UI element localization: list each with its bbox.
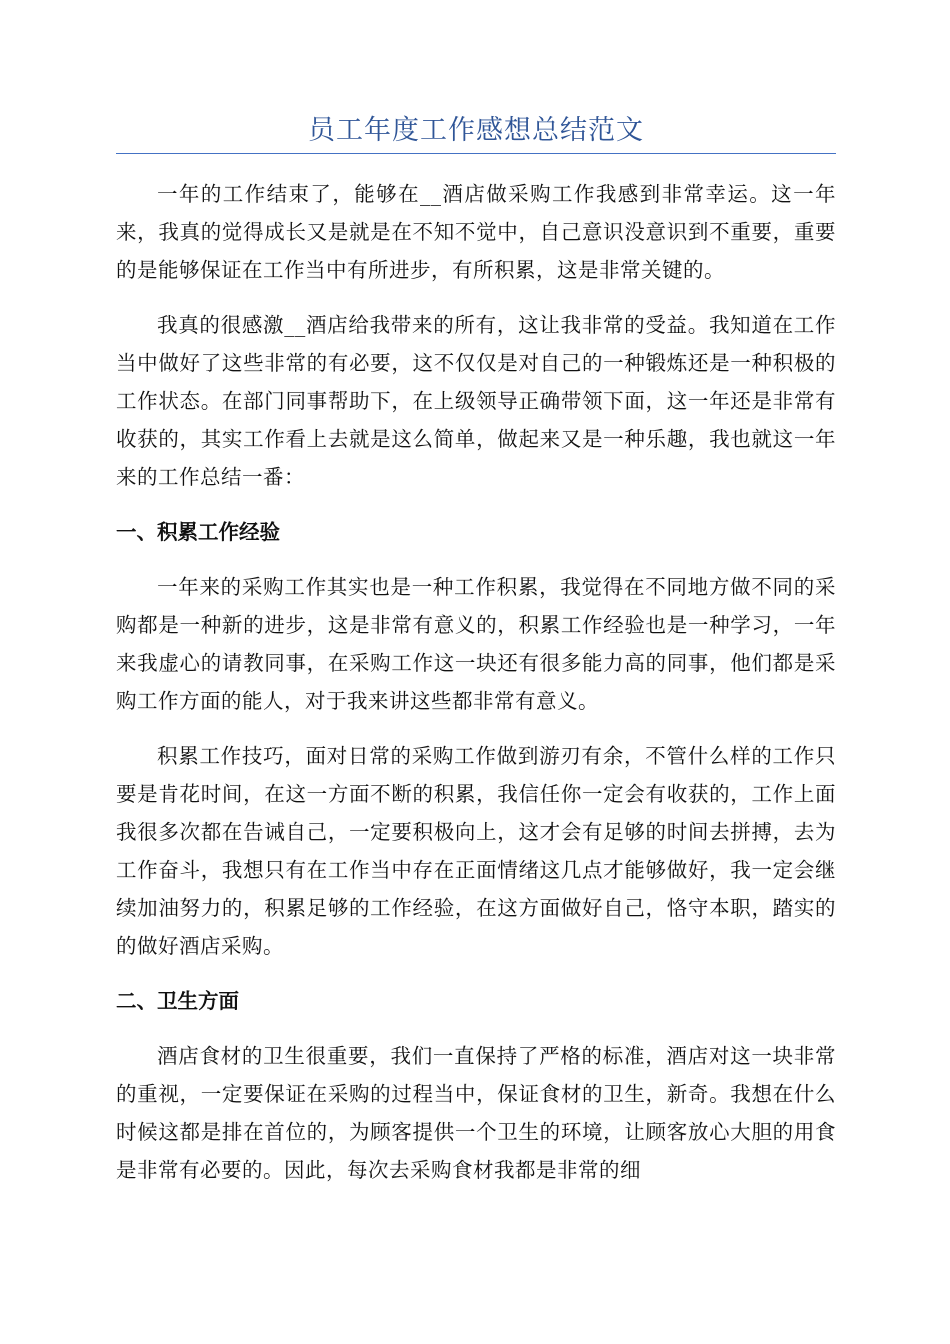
- paragraph-intro: 一年的工作结束了，能够在__酒店做采购工作我感到非常幸运。这一年来，我真的觉得成长又是就是在不知不觉中，自己意识没意识到不重要，重要的是能够保证在工作当中有所进步，有所积累，这是非常关键的。: [116, 182, 836, 282]
- document-title: 员工年度工作感想总结范文: [308, 115, 644, 146]
- paragraph-gratitude: 我真的很感激__酒店给我带来的所有，这让我非常的受益。我知道在工作当中做好了这些非常的有必要，这不仅仅是对自己的一种锻炼还是一种积极的工作状态。在部门同事帮助下，在上级领导正确带领下面，这一年还是非常有收获的，其实工作看上去就是这么简单，做起来又是一种乐趣，我也就这一年来的工作总结一番：: [116, 313, 836, 489]
- section-heading-hygiene: 二、卫生方面: [116, 989, 239, 1013]
- title-underline: [116, 153, 836, 154]
- document-page: [116, 0, 836, 1189]
- paragraph-skills: 积累工作技巧，面对日常的采购工作做到游刃有余，不管什么样的工作只要是肯花时间，在这一方面不断的积累，我信任你一定会有收获的，工作上面我很多次都在告诫自己，一定要积极向上，这才会有足够的时间去拼搏，去为工作奋斗，我想只有在工作当中存在正面情绪这几点才能够做好，我一定会继续加油努力的，积累足够的工作经验，在这方面做好自己，恪守本职，踏实的的做好酒店采购。: [116, 744, 836, 958]
- paragraph-experience: 一年来的采购工作其实也是一种工作积累，我觉得在不同地方做不同的采购都是一种新的进步，这是非常有意义的，积累工作经验也是一种学习，一年来我虚心的请教同事，在采购工作这一块还有很多能力高的同事，他们都是采购工作方面的能人，对于我来讲这些都非常有意义。: [116, 575, 836, 713]
- paragraph-hygiene: 酒店食材的卫生很重要，我们一直保持了严格的标准，酒店对这一块非常的重视，一定要保证在采购的过程当中，保证食材的卫生，新奇。我想在什么时候这都是排在首位的，为顾客提供一个卫生的环境，让顾客放心大胆的用食是非常有必要的。因此，每次去采购食材我都是非常的细: [116, 1044, 836, 1182]
- section-heading-experience: 一、积累工作经验: [116, 520, 280, 544]
